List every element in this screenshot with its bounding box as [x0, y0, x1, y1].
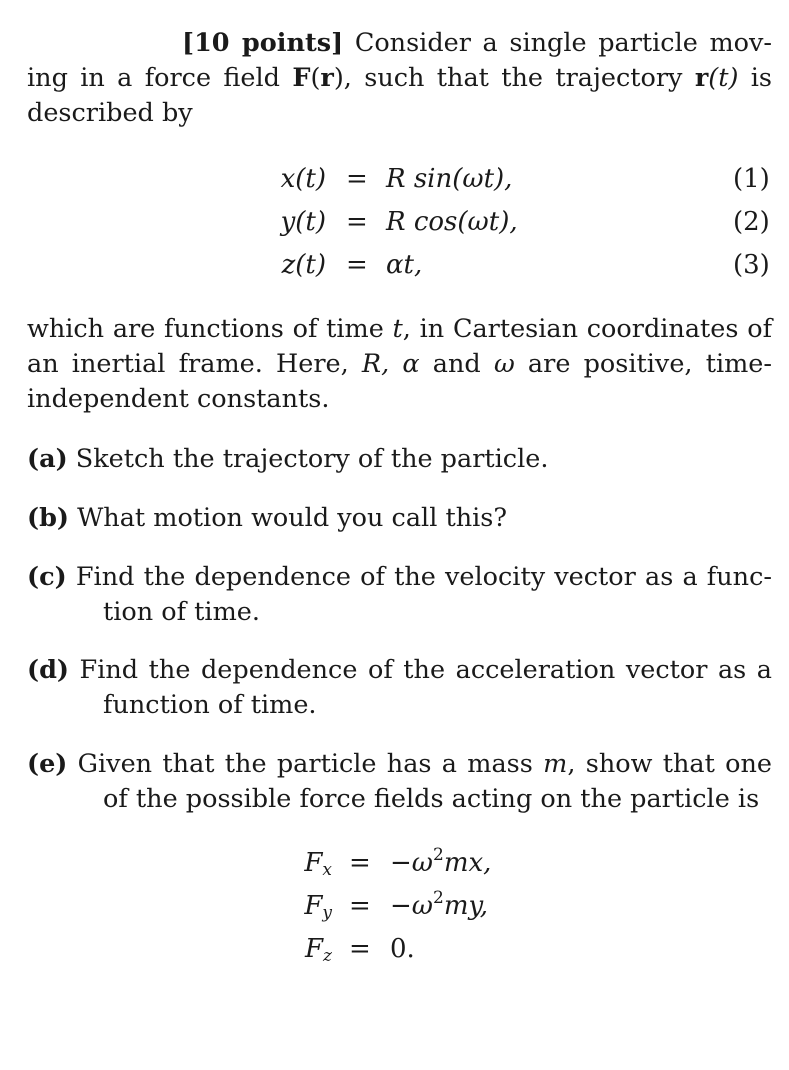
equation-row: [0, 158, 789, 201]
rhs-part: −ω: [390, 891, 433, 921]
component-subscript: z: [323, 946, 332, 966]
equation-number: (2): [733, 207, 770, 237]
equals-sign: =: [349, 934, 371, 964]
points-label: [10 points]: [182, 28, 344, 58]
question-label: (a): [27, 444, 68, 474]
rhs-part: 0.: [390, 934, 415, 964]
question-label: (b): [27, 503, 69, 533]
question-item-d: [27, 653, 772, 723]
question-text: Find the dependence of the velocity vector as a func-tion of time.: [75, 562, 772, 627]
equation-number: (1): [733, 164, 770, 194]
question-text-1: Given that the particle has a mass: [77, 749, 544, 779]
equation-rhs: αt,: [386, 250, 423, 280]
intro-text-3: is described by: [27, 63, 772, 128]
problem-context: [27, 312, 772, 417]
omega-symbol: ω: [493, 349, 515, 379]
question-label: (d): [27, 655, 69, 685]
trajectory-symbol: r: [694, 63, 709, 93]
force-field-equations: [0, 842, 789, 972]
time-symbol: t: [392, 314, 403, 344]
question-label: (c): [27, 562, 67, 592]
question-text: What motion would you call this?: [77, 503, 508, 533]
component-subscript: x: [322, 860, 332, 880]
trajectory-arg: (t): [708, 63, 739, 93]
equation-number: (3): [733, 250, 770, 280]
exponent: 2: [433, 888, 444, 908]
equation-lhs: z(t): [281, 250, 326, 280]
equation-row: [0, 201, 789, 244]
question-text-2: , show that one of the possible force fields acting on the particle is: [103, 749, 773, 814]
equals-sign: =: [346, 164, 368, 194]
equation-rhs: [390, 842, 491, 885]
equation-row: [0, 928, 789, 971]
equals-sign: =: [349, 891, 371, 921]
context-text-3: and: [419, 349, 494, 379]
question-label: (e): [27, 749, 68, 779]
rhs-part: −ω: [390, 848, 433, 878]
question-text: Sketch the trajectory of the particle.: [75, 444, 549, 474]
intro-text-2: , such that the trajectory: [343, 63, 695, 93]
intro-text-1: Consider a single particle mov-ing in a force field: [27, 28, 772, 93]
trajectory-equations: [0, 158, 789, 288]
rhs-part: mx,: [443, 848, 492, 878]
equals-sign: =: [349, 848, 371, 878]
force-symbol: F: [292, 63, 311, 93]
equation-lhs: [280, 885, 332, 928]
exponent: 2: [433, 845, 444, 865]
rhs-part: my,: [443, 891, 488, 921]
equals-sign: =: [346, 250, 368, 280]
paren-close: ): [333, 63, 344, 93]
question-item-b: [27, 501, 772, 536]
equation-row: [0, 244, 789, 287]
question-item-c: [27, 560, 772, 630]
equals-sign: =: [346, 207, 368, 237]
context-text-2: , in Cartesian coordinates of an inertial frame. Here,: [27, 314, 773, 379]
constants-symbols: R, α: [361, 349, 420, 379]
force-component: F: [304, 891, 323, 921]
question-text: Find the dependence of the acceleration vector as a function of time.: [79, 655, 772, 720]
equation-rhs: R sin(ωt),: [386, 164, 513, 194]
equation-rhs: R cos(ωt),: [386, 207, 518, 237]
question-item-a: [27, 442, 772, 477]
problem-intro: [27, 26, 772, 131]
paren-open: (: [310, 63, 321, 93]
equation-row: [0, 842, 789, 885]
equation-rhs: [390, 885, 488, 928]
position-symbol: r: [320, 63, 334, 93]
context-text-4: are positive, time-independent constants.: [27, 349, 772, 414]
equation-lhs: y(t): [280, 207, 326, 237]
equation-row: [0, 885, 789, 928]
component-subscript: y: [322, 903, 332, 923]
equation-lhs: [280, 842, 332, 885]
equation-lhs: [280, 928, 332, 971]
equation-lhs: x(t): [280, 164, 326, 194]
force-component: F: [304, 934, 324, 964]
context-text-1: which are functions of time: [27, 314, 393, 344]
equation-rhs: [390, 928, 415, 971]
question-item-e: [27, 747, 772, 817]
mass-symbol: m: [543, 749, 568, 779]
force-component: F: [304, 848, 323, 878]
